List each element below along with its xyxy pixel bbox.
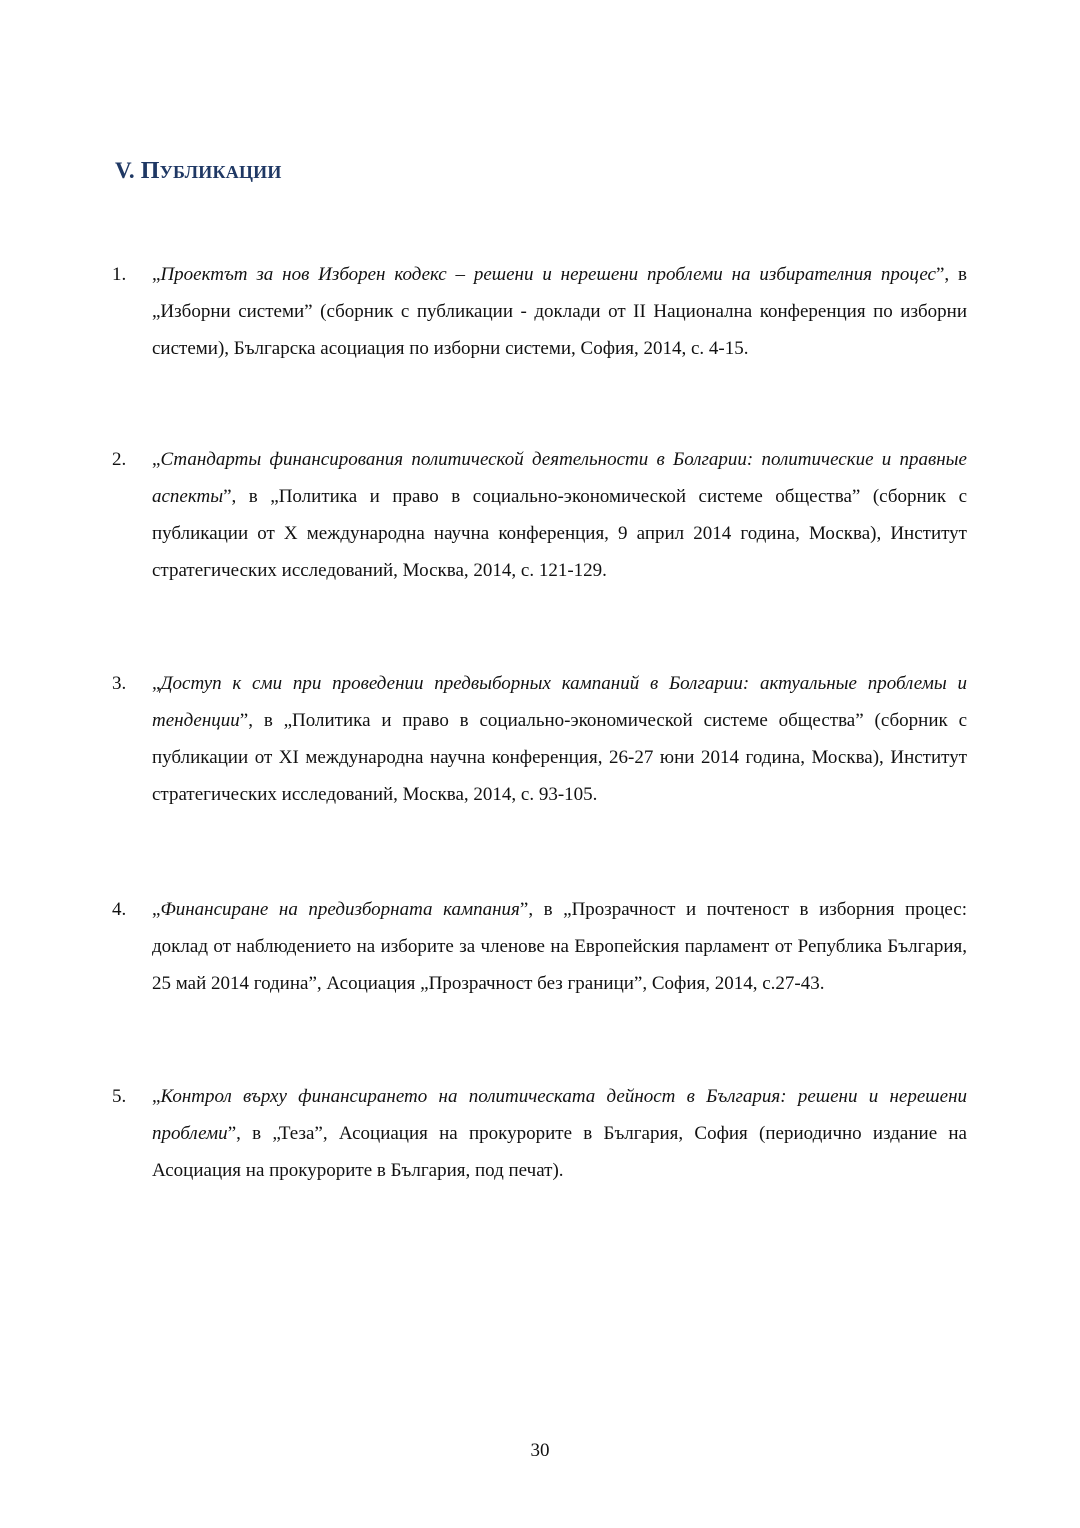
publication-details: ”, в „Политика и право в социально-экономической системе общества” (сборник с публикации от X международна научна конференция, 9 април 2014 година, Москва), Институт стратегических исследований, Москва, 2014, с. 121-129. — [152, 486, 967, 581]
publication-title: Доступ к сми при проведении предвыборных кампаний в Болгарии: актуальные проблемы и тенденции — [152, 673, 967, 731]
publication-title: Стандарты финансирования политической деятельности в Болгарии: политические и правные аспекты — [152, 449, 967, 507]
section-title-initial: П — [140, 158, 160, 184]
publication-number: 2. — [112, 449, 127, 470]
publication-details: ”, в „Политика и право в социально-экономической системе общества” (сборник с публикации от XI международна научна конференция, 26-27 юни 2014 година, Москва), Институт стратегических исследований, Москва, 2014, с. 93-105. — [152, 710, 967, 805]
publication-details: ”, в „Прозрачност и почтеност в изборния процес: доклад от наблюдението на изборите за членове на Европейския парламент от Република България, 25 май 2014 година”, Асоциация „Прозрачност без граници”, София, 2014, с.27-43. — [152, 899, 967, 994]
publication-item — [112, 891, 967, 1002]
publication-title: Контрол върху финансирането на политическата дейност в България: решени и нерешени проблеми — [152, 1086, 967, 1144]
opening-quote: „ — [152, 1086, 161, 1107]
opening-quote: „ — [152, 449, 161, 470]
publication-number: 3. — [112, 673, 127, 694]
publication-item — [112, 1078, 967, 1189]
opening-quote: „ — [152, 673, 161, 694]
publication-item — [112, 665, 967, 813]
publication-number: 4. — [112, 899, 127, 920]
section-number: V. — [115, 158, 141, 183]
opening-quote: „ — [152, 264, 161, 285]
section-title-rest: УБЛИКАЦИИ — [159, 162, 282, 182]
publication-number: 5. — [112, 1086, 127, 1107]
section-heading — [115, 158, 282, 185]
publication-details: ”, в „Изборни системи” (сборник с публикации - доклади от II Национална конференция по изборни системи), Българска асоциация по изборни системи, София, 2014, с. 4-15. — [152, 264, 967, 359]
opening-quote: „ — [152, 899, 161, 920]
publication-title: Проектът за нов Изборен кодекс – решени и нерешени проблеми на избирателния процес — [160, 264, 936, 285]
publication-details: ”, в „Теза”, Асоциация на прокурорите в България, София (периодично издание на Асоциация на прокурорите в България, под печат). — [152, 1123, 967, 1181]
publication-item — [112, 441, 967, 589]
publication-item — [112, 256, 967, 367]
page-number: 30 — [530, 1440, 550, 1461]
publication-number: 1. — [112, 264, 127, 285]
publication-title: Финансиране на предизборната кампания — [160, 899, 520, 920]
